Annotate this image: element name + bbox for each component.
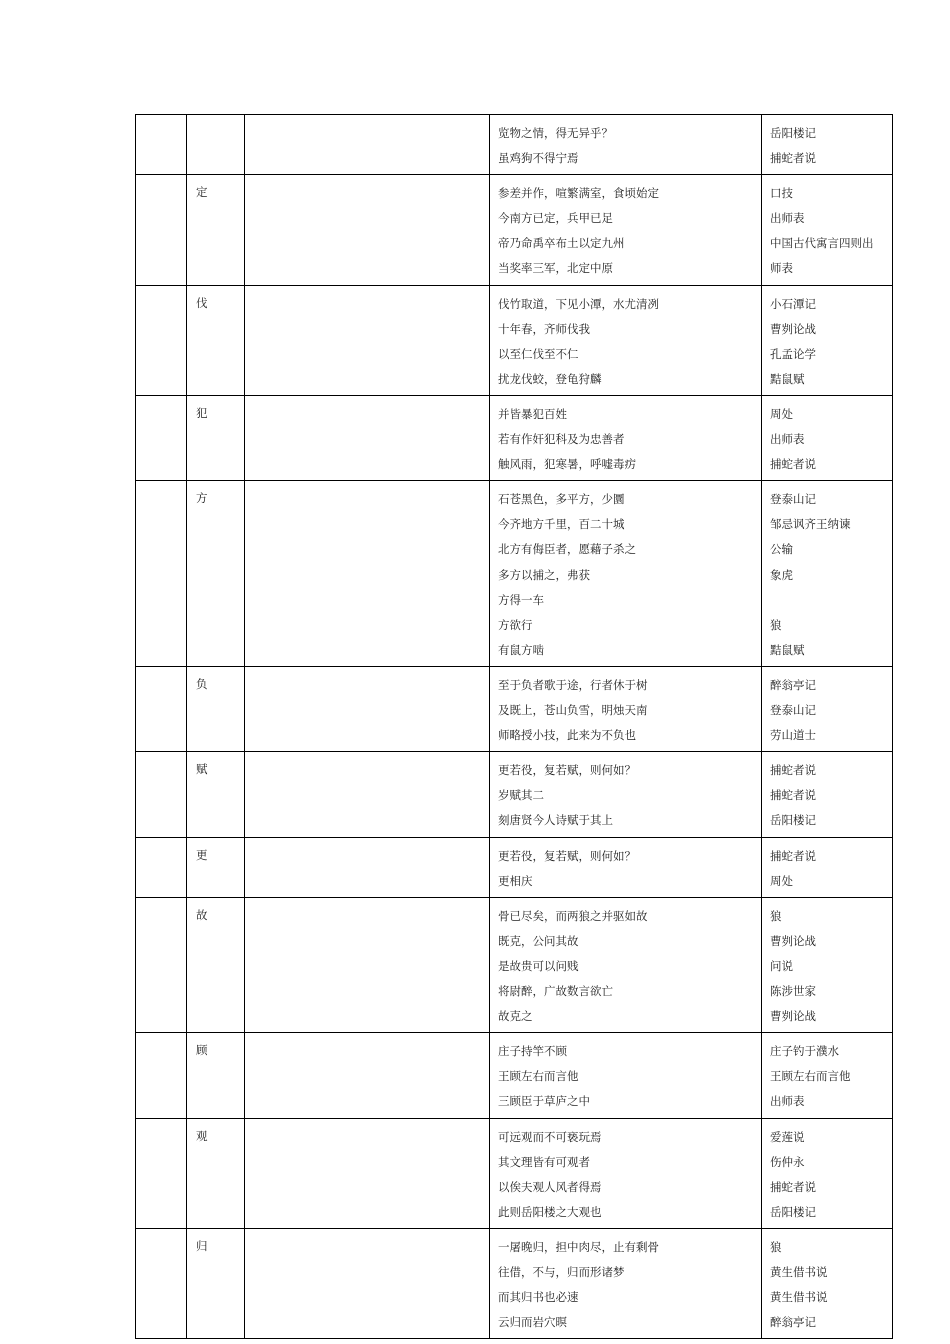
source-title: 公输: [770, 542, 793, 557]
source-title: 邹忌讽齐王纳谏: [770, 517, 851, 532]
example-sentence: 云归而岩穴暝: [498, 1315, 567, 1330]
source-cell: [762, 115, 893, 175]
source-title: [770, 591, 886, 616]
example-sentence: 将尉醉，广故数言欲亡: [498, 984, 613, 999]
source-title: 黄生借书说: [770, 1290, 828, 1305]
word-cell: [187, 1228, 245, 1338]
example-sentence: 北方有侮臣者，愿藉子杀之: [498, 542, 636, 557]
word-cell: [187, 837, 245, 897]
word-cell: [187, 1118, 245, 1228]
source-title: 狼: [770, 908, 782, 923]
source-title: 象虎: [770, 567, 793, 582]
word-cell: [187, 752, 245, 837]
meaning-cell: [245, 666, 490, 751]
word-cell: [187, 175, 245, 285]
source-title: 捕蛇者说: [770, 457, 816, 472]
example-sentence: 今齐地方千里，百二十城: [498, 517, 625, 532]
source-title: 醉翁亭记: [770, 677, 816, 692]
example-sentence: 今南方已定，兵甲已足: [498, 211, 613, 226]
example-sentence: 更相庆: [498, 873, 533, 888]
table-row: [136, 481, 893, 667]
source-title: 捕蛇者说: [770, 151, 816, 166]
source-title: 王顾左右而言他: [770, 1069, 851, 1084]
example-cell: [490, 837, 762, 897]
source-cell: [762, 1118, 893, 1228]
source-title: 小石潭记: [770, 296, 816, 311]
source-title: 问说: [770, 958, 793, 973]
table-row: [136, 1228, 893, 1338]
word-cell: [187, 285, 245, 395]
meaning-cell: [245, 115, 490, 175]
index-cell: [136, 1033, 187, 1118]
meaning-cell: [245, 285, 490, 395]
source-title: 岳阳楼记: [770, 126, 816, 140]
meaning-cell: [245, 481, 490, 667]
example-sentence: 其文理皆有可观者: [498, 1154, 590, 1169]
source-title: 口技: [770, 186, 793, 201]
example-cell: [490, 395, 762, 480]
source-cell: [762, 175, 893, 285]
index-cell: [136, 1228, 187, 1338]
source-cell: [762, 666, 893, 751]
source-title: 庄子钓于濮水: [770, 1044, 839, 1059]
headword: 定: [196, 185, 208, 200]
headword: 更: [196, 847, 208, 862]
source-title: 周处: [770, 406, 793, 421]
source-title: 黠鼠赋: [770, 371, 805, 386]
example-sentence: 有鼠方啮: [498, 642, 544, 657]
word-cell: [187, 395, 245, 480]
source-title: 黄生借书说: [770, 1265, 828, 1280]
source-cell: [762, 285, 893, 395]
example-sentence: 参差并作，喧繁满室，食顷始定: [498, 186, 659, 201]
table-row: [136, 897, 893, 1033]
example-sentence: 方得一车: [498, 592, 544, 607]
index-cell: [136, 666, 187, 751]
source-title: 岳阳楼记: [770, 1204, 816, 1219]
source-cell: [762, 481, 893, 667]
meaning-cell: [245, 1118, 490, 1228]
source-title: 中国古代寓言四则出: [770, 236, 874, 251]
example-sentence: 骨已尽矣，而两狼之并驱如故: [498, 908, 648, 923]
example-sentence: 石苍黑色，多平方，少圜: [498, 492, 625, 507]
index-cell: [136, 175, 187, 285]
example-sentence: 往借，不与，归而形诸梦: [498, 1265, 625, 1280]
example-cell: [490, 897, 762, 1033]
example-sentence: 并皆暴犯百姓: [498, 406, 567, 421]
source-title: 出师表: [770, 1094, 805, 1109]
vocabulary-table-body: [136, 115, 893, 1339]
word-cell: [187, 666, 245, 751]
example-sentence: 刻唐贤今人诗赋于其上: [498, 813, 613, 828]
example-sentence: 是故贵可以问贱: [498, 958, 579, 973]
index-cell: [136, 837, 187, 897]
source-title: 出师表: [770, 211, 805, 226]
example-cell: [490, 115, 762, 175]
source-title: 黠鼠赋: [770, 642, 805, 657]
example-sentence: 触风雨，犯寒暑，呼嘘毒疠: [498, 457, 636, 472]
meaning-cell: [245, 752, 490, 837]
example-sentence: 十年春，齐师伐我: [498, 321, 590, 336]
example-cell: [490, 666, 762, 751]
source-title: 狼: [770, 617, 782, 632]
headword: 负: [196, 676, 208, 691]
headword: [187, 115, 244, 140]
index-cell: [136, 115, 187, 175]
example-sentence: 庄子持竿不顾: [498, 1044, 567, 1059]
meaning-cell: [245, 1033, 490, 1118]
example-sentence: 三顾臣于草庐之中: [498, 1094, 590, 1109]
meaning-cell: [245, 1228, 490, 1338]
example-cell: [490, 1118, 762, 1228]
source-title: 师表: [770, 261, 793, 276]
source-cell: [762, 395, 893, 480]
index-cell: [136, 897, 187, 1033]
source-cell: [762, 837, 893, 897]
example-cell: [490, 1228, 762, 1338]
headword: 赋: [196, 762, 208, 777]
example-sentence: 此则岳阳楼之大观也: [498, 1204, 602, 1219]
example-sentence: 更若役，复若赋，则何如？: [498, 763, 636, 778]
table-row: [136, 752, 893, 837]
source-title: 劳山道士: [770, 728, 816, 743]
source-title: 出师表: [770, 432, 805, 447]
example-sentence: 王顾左右而言他: [498, 1069, 579, 1084]
table-row: [136, 395, 893, 480]
example-sentence: 以至仁伐至不仁: [498, 346, 579, 361]
word-cell: [187, 115, 245, 175]
source-cell: [762, 752, 893, 837]
example-sentence: 更若役，复若赋，则何如？: [498, 848, 636, 863]
source-title: 陈涉世家: [770, 984, 816, 999]
meaning-cell: [245, 837, 490, 897]
example-sentence: 伐竹取道，下见小潭，水尤清冽: [498, 296, 659, 311]
example-sentence: 方欲行: [498, 617, 533, 632]
table-row: [136, 1033, 893, 1118]
example-sentence: 帝乃命禹卒布土以定九州: [498, 236, 625, 251]
source-title: 曹刿论战: [770, 1009, 816, 1024]
source-title: 醉翁亭记: [770, 1315, 816, 1330]
source-title: 爱莲说: [770, 1129, 805, 1144]
headword: 方: [196, 491, 208, 506]
example-sentence: 至于负者歌于途，行者休于树: [498, 677, 648, 692]
headword: 伐: [196, 295, 208, 310]
table-row: [136, 285, 893, 395]
meaning-cell: [245, 395, 490, 480]
example-sentence: 及既上，苍山负雪，明烛天南: [498, 703, 648, 718]
word-cell: [187, 1033, 245, 1118]
source-title: 捕蛇者说: [770, 788, 816, 803]
example-sentence: 多方以捕之，弗获: [498, 567, 590, 582]
index-cell: [136, 1118, 187, 1228]
example-cell: [490, 175, 762, 285]
source-title: 捕蛇者说: [770, 763, 816, 778]
source-title: 曹刿论战: [770, 321, 816, 336]
table-row: [136, 1118, 893, 1228]
example-sentence: 一屠晚归，担中肉尽，止有剩骨: [498, 1239, 659, 1254]
example-sentence: 览物之情，得无异乎？: [498, 126, 613, 140]
index-cell: [136, 285, 187, 395]
source-title: 捕蛇者说: [770, 848, 816, 863]
example-sentence: 岁赋其二: [498, 788, 544, 803]
headword: 归: [196, 1238, 208, 1253]
index-cell: [136, 752, 187, 837]
vocabulary-table: [135, 114, 893, 1339]
source-title: 岳阳楼记: [770, 813, 816, 828]
example-sentence: 师略授小技，此来为不负也: [498, 728, 636, 743]
headword: 观: [196, 1128, 208, 1143]
index-cell: [136, 481, 187, 667]
source-title: 曹刿论战: [770, 933, 816, 948]
example-cell: [490, 1033, 762, 1118]
source-cell: [762, 1033, 893, 1118]
example-sentence: 虽鸡狗不得宁焉: [498, 151, 579, 166]
headword: 故: [196, 907, 208, 922]
example-sentence: 既克，公问其故: [498, 933, 579, 948]
source-title: 捕蛇者说: [770, 1179, 816, 1194]
source-title: 孔孟论学: [770, 346, 816, 361]
example-cell: [490, 285, 762, 395]
example-sentence: 故克之: [498, 1009, 533, 1024]
headword: 犯: [196, 405, 208, 420]
meaning-cell: [245, 897, 490, 1033]
source-cell: [762, 897, 893, 1033]
example-cell: [490, 481, 762, 667]
source-title: 伤仲永: [770, 1154, 805, 1169]
word-cell: [187, 897, 245, 1033]
headword: 顾: [196, 1043, 208, 1058]
table-row: [136, 115, 893, 175]
index-cell: [136, 395, 187, 480]
source-title: 狼: [770, 1239, 782, 1254]
example-cell: [490, 752, 762, 837]
source-title: 登泰山记: [770, 703, 816, 718]
source-title: 登泰山记: [770, 492, 816, 507]
source-title: 周处: [770, 873, 793, 888]
example-sentence: 扰龙伐蛟，登龟狩麟: [498, 371, 602, 386]
table-row: [136, 175, 893, 285]
example-sentence: 当奖率三军，北定中原: [498, 261, 613, 276]
example-sentence: 而其归书也必速: [498, 1290, 579, 1305]
example-sentence: 若有作奸犯科及为忠善者: [498, 432, 625, 447]
table-row: [136, 666, 893, 751]
meaning-cell: [245, 175, 490, 285]
word-cell: [187, 481, 245, 667]
example-sentence: 以俟夫观人风者得焉: [498, 1179, 602, 1194]
table-row: [136, 837, 893, 897]
example-sentence: 可远观而不可亵玩焉: [498, 1129, 602, 1144]
source-cell: [762, 1228, 893, 1338]
